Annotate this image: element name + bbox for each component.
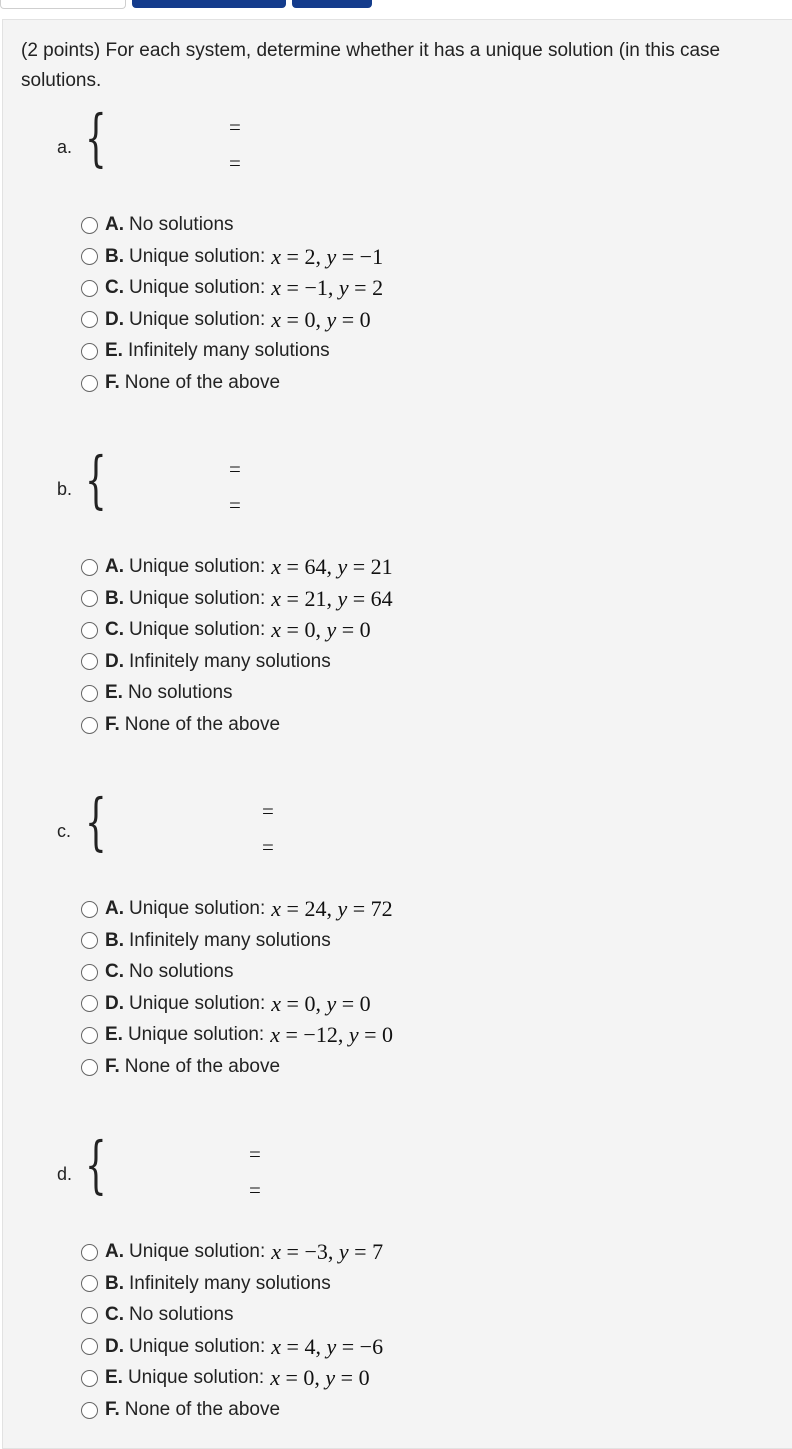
option-text: Unique solution: [129, 245, 266, 267]
radio-button[interactable] [81, 280, 98, 297]
option-f[interactable] [81, 1396, 280, 1424]
option-letter: E. [105, 682, 123, 704]
option-text: Unique solution: [129, 308, 266, 330]
system-brace: { [85, 785, 107, 858]
problem-label: c. [57, 821, 72, 841]
radio-button[interactable] [81, 311, 98, 328]
tab-secondary[interactable] [292, 0, 372, 8]
option-math: x = 0, y = 0 [271, 990, 371, 1016]
radio-button[interactable] [81, 1059, 98, 1076]
option-text: Unique solution: [127, 1367, 265, 1389]
equation-equals: = [249, 1178, 261, 1202]
option-math: x = 2, y = −1 [271, 243, 384, 269]
option-letter: E. [105, 340, 123, 362]
radio-button[interactable] [81, 685, 98, 702]
option-text: Infinitely many solutions [129, 650, 331, 672]
option-math: x = 4, y = −6 [271, 1333, 384, 1359]
system-brace: { [85, 101, 107, 174]
system-brace: { [85, 443, 107, 516]
intro-line-1: (2 points) For each system, determine whether it has a unique solution (in this case [21, 40, 721, 61]
radio-button[interactable] [81, 590, 98, 607]
option-b[interactable] [81, 1270, 331, 1298]
option-letter: D. [105, 650, 124, 672]
radio-button[interactable] [81, 995, 98, 1012]
option-letter: C. [105, 1304, 124, 1326]
radio-button[interactable] [81, 343, 98, 360]
option-text: No solutions [129, 214, 234, 235]
radio-button[interactable] [81, 717, 98, 734]
option-b[interactable] [81, 927, 331, 955]
system-brace: { [85, 1128, 107, 1201]
option-text: Unique solution: [129, 556, 266, 577]
equation-equals: = [229, 493, 241, 517]
option-letter: A. [105, 214, 124, 235]
option-math: x = 0, y = 0 [270, 1365, 370, 1391]
option-letter: D. [105, 1335, 124, 1357]
tab-primary[interactable] [132, 0, 286, 8]
radio-button[interactable] [81, 248, 98, 265]
option-letter: B. [105, 245, 124, 267]
option-text: None of the above [124, 714, 281, 735]
option-text: None of the above [124, 372, 281, 393]
option-f[interactable] [81, 1053, 280, 1081]
option-a[interactable] [81, 211, 234, 239]
problem-label: d. [57, 1164, 73, 1184]
option-c[interactable] [81, 1301, 234, 1329]
option-math: x = 64, y = 21 [271, 554, 393, 579]
option-letter: F. [105, 1399, 120, 1420]
option-math: x = −1, y = 2 [271, 275, 384, 301]
option-d[interactable] [81, 306, 371, 334]
option-e[interactable] [81, 337, 330, 365]
radio-button[interactable] [81, 1275, 98, 1292]
option-text: None of the above [124, 1056, 281, 1077]
option-text: Infinitely many solutions [127, 340, 330, 362]
option-b[interactable] [81, 585, 393, 613]
option-letter: A. [105, 1241, 124, 1262]
radio-button[interactable] [81, 964, 98, 981]
option-e[interactable] [81, 1021, 393, 1049]
question-panel [2, 19, 792, 1449]
option-c[interactable] [81, 958, 234, 986]
option-text: Unique solution: [129, 992, 266, 1014]
option-letter: D. [105, 992, 124, 1014]
equation-equals: = [229, 457, 241, 481]
option-letter: A. [105, 556, 124, 577]
option-a[interactable] [81, 1238, 383, 1266]
option-letter: C. [105, 961, 124, 983]
equation-equals: = [249, 1142, 261, 1166]
option-text: Unique solution: [129, 587, 266, 609]
option-e[interactable] [81, 679, 233, 707]
option-math: x = −3, y = 7 [271, 1239, 384, 1264]
problem-label: b. [57, 479, 73, 499]
option-letter: E. [105, 1024, 123, 1046]
radio-button[interactable] [81, 559, 98, 576]
option-text: Unique solution: [129, 898, 266, 919]
option-d[interactable] [81, 990, 371, 1018]
option-letter: F. [105, 1056, 120, 1077]
option-math: x = −12, y = 0 [270, 1022, 394, 1048]
equation-equals: = [262, 799, 274, 823]
tab-blank[interactable] [0, 0, 126, 9]
option-c[interactable] [81, 616, 371, 644]
option-c[interactable] [81, 274, 383, 302]
option-letter: A. [105, 898, 124, 919]
radio-button[interactable] [81, 1307, 98, 1324]
radio-button[interactable] [81, 217, 98, 234]
option-text: No solutions [127, 682, 233, 704]
option-a[interactable] [81, 553, 393, 581]
radio-button[interactable] [81, 1370, 98, 1387]
radio-button[interactable] [81, 622, 98, 639]
option-letter: D. [105, 308, 124, 330]
option-math: x = 21, y = 64 [271, 585, 393, 611]
option-d[interactable] [81, 1333, 383, 1361]
radio-button[interactable] [81, 932, 98, 949]
option-text: Unique solution: [129, 277, 266, 299]
option-text: Unique solution: [129, 1335, 266, 1357]
option-math: x = 0, y = 0 [271, 617, 371, 643]
option-a[interactable] [81, 895, 393, 923]
option-math: x = 24, y = 72 [271, 896, 393, 921]
radio-button[interactable] [81, 901, 98, 918]
option-text: Infinitely many solutions [129, 1272, 331, 1294]
radio-button[interactable] [81, 1402, 98, 1419]
question-intro [21, 36, 792, 96]
option-text: None of the above [124, 1399, 281, 1420]
equation-equals: = [229, 151, 241, 175]
option-text: Unique solution: [127, 1024, 265, 1046]
option-letter: B. [105, 1272, 124, 1294]
option-letter: F. [105, 372, 120, 393]
equation-equals: = [229, 115, 241, 139]
problem-label: a. [57, 137, 73, 157]
option-text: No solutions [129, 1304, 234, 1326]
radio-button[interactable] [81, 1338, 98, 1355]
radio-button[interactable] [81, 375, 98, 392]
option-b[interactable] [81, 243, 383, 271]
equation-equals: = [262, 835, 274, 859]
option-f[interactable] [81, 369, 280, 397]
option-letter: E. [105, 1367, 123, 1389]
intro-line-2: solutions. [21, 70, 102, 91]
option-e[interactable] [81, 1364, 370, 1392]
option-text: Infinitely many solutions [129, 929, 331, 951]
option-text: Unique solution: [129, 619, 266, 641]
radio-button[interactable] [81, 653, 98, 670]
radio-button[interactable] [81, 1027, 98, 1044]
option-d[interactable] [81, 648, 331, 676]
option-math: x = 0, y = 0 [271, 306, 371, 332]
option-letter: F. [105, 714, 120, 735]
option-text: No solutions [129, 961, 234, 983]
option-text: Unique solution: [129, 1241, 266, 1262]
option-letter: C. [105, 619, 124, 641]
option-letter: B. [105, 929, 124, 951]
top-tab-bar [0, 0, 792, 14]
option-letter: C. [105, 277, 124, 299]
option-letter: B. [105, 587, 124, 609]
option-f[interactable] [81, 711, 280, 739]
radio-button[interactable] [81, 1244, 98, 1261]
